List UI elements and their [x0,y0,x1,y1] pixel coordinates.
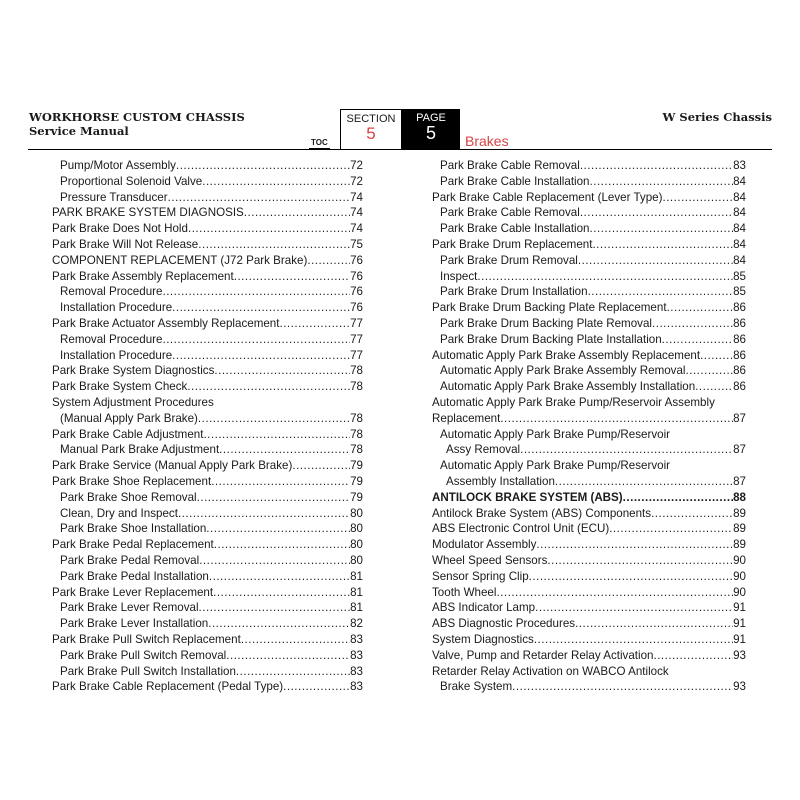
toc-entry[interactable] [432,679,746,695]
toc-entry-title: Sensor Spring Clip [432,569,529,583]
toc-entry-page: 86 [733,380,746,394]
toc-entry[interactable] [432,442,746,458]
toc-entry[interactable] [432,427,746,443]
toc-entry-title: Automatic Apply Park Brake Pump/Reservoir [440,427,671,441]
toc-entry[interactable] [52,363,363,379]
toc-dot-leader [234,269,350,285]
toc-entry[interactable] [52,158,363,174]
toc-entry[interactable] [432,553,746,569]
toc-entry-title: Automatic Apply Park Brake Pump/Reservoir Assembly [432,395,715,409]
toc-entry-page: 90 [733,569,746,583]
toc-entry-title: System Diagnostics [432,632,534,646]
toc-entry-page: 85 [733,285,746,299]
toc-entry[interactable] [432,616,746,632]
toc-entry-title: Park Brake Will Not Release [52,237,199,251]
toc-entry[interactable] [432,648,746,664]
toc-dot-leader [534,632,733,648]
toc-entry-page: 80 [350,553,363,567]
toc-entry[interactable] [52,237,363,253]
toc-entry-title: Park Brake Does Not Hold [52,222,188,236]
toc-entry[interactable] [52,348,363,364]
toc-entry-page: 75 [350,237,363,251]
toc-dot-leader [580,158,733,174]
toc-entry-title: Park Brake Drum Removal [440,253,578,267]
toc-dot-leader [236,664,350,680]
toc-entry-title: Park Brake Lever Removal [60,601,199,615]
toc-entry-title: Proportional Solenoid Valve [60,174,203,188]
toc-entry-page: 91 [733,601,746,615]
toc-entry-title: ABS Indicator Lamp [432,601,536,615]
toc-entry-title: Antilock Brake System (ABS) Components [432,506,652,520]
toc-entry[interactable] [432,190,746,206]
section-title: Brakes [465,133,509,149]
section-indicator [340,109,402,150]
toc-entry-title: Park Brake Actuator Assembly Replacement [52,316,280,330]
toc-entry-title: Park Brake System Diagnostics [52,364,215,378]
toc-entry-page: 81 [350,585,363,599]
toc-entry-title: Replacement [432,411,501,425]
toc-dot-leader [197,490,350,506]
toc-entry[interactable] [52,269,363,285]
toc-entry-page: 78 [350,443,363,457]
toc-dot-leader [199,553,350,569]
toc-entry[interactable] [432,585,746,601]
toc-entry-title: ABS Electronic Control Unit (ECU) [432,522,610,536]
toc-entry-title: Park Brake Lever Installation [60,617,209,631]
toc-entry[interactable] [52,632,363,648]
toc-entry-title: Manual Park Brake Adjustment [60,443,220,457]
toc-dot-leader [500,411,733,427]
toc-dot-leader [578,253,733,269]
toc-dot-leader [529,569,733,585]
toc-entry-title: Park Brake Drum Replacement [432,237,593,251]
toc-entry-page: 86 [733,364,746,378]
toc-entry[interactable] [52,253,363,269]
toc-entry[interactable] [52,442,363,458]
toc-dot-leader [575,616,733,632]
toc-entry-page: 80 [350,538,363,552]
toc-entry-page: 79 [350,490,363,504]
toc-entry-title: Removal Procedure [60,285,163,299]
toc-entry-title: Park Brake Cable Replacement (Pedal Type) [52,680,284,694]
toc-entry-page: 78 [350,411,363,425]
toc-entry[interactable] [432,269,746,285]
toc-entry[interactable] [432,332,746,348]
section-number: 5 [366,124,376,143]
toc-entry-page: 84 [733,253,746,267]
toc-entry-title: COMPONENT REPLACEMENT (J72 Park Brake) [52,253,308,267]
toc-entry-title: Retarder Relay Activation on WABCO Antilock [432,664,669,678]
toc-entry[interactable] [432,395,746,411]
toc-entry-page: 83 [350,680,363,694]
toc-right-column [432,158,746,695]
toc-entry-title: Park Brake Shoe Installation [60,522,207,536]
toc-entry-title: Park Brake Service (Manual Apply Park Brake) [52,459,293,473]
toc-entry[interactable] [52,616,363,632]
toc-dot-leader [547,553,733,569]
toc-dot-leader [512,679,733,695]
toc-entry-title: Park Brake Lever Replacement [52,585,214,599]
toc-entry-title: Park Brake Pedal Replacement [52,538,214,552]
toc-dot-leader [202,174,350,190]
toc-entry-page: 84 [733,222,746,236]
toc-entry[interactable] [432,569,746,585]
toc-entry-title: Park Brake Cable Removal [440,159,580,172]
toc-entry-page: 74 [350,206,363,220]
toc-entry[interactable] [52,648,363,664]
toc-entry-title: Installation Procedure [60,301,173,315]
toc-entry-title: Park Brake System Check [52,380,188,394]
page-indicator [402,109,460,150]
toc-entry-title: Clean, Dry and Inspect [60,506,178,520]
toc-entry[interactable] [52,411,363,427]
toc-dot-leader [588,284,734,300]
toc-dot-leader [590,221,734,237]
toc-entry-page: 87 [733,474,746,488]
toc-entry-page: 80 [350,506,363,520]
toc-entry-page: 77 [350,332,363,346]
toc-dot-leader [496,585,733,601]
toc-entry[interactable] [52,174,363,190]
toc-dot-leader [695,379,733,395]
toc-entry-title: Park Brake Cable Installation [440,222,590,236]
toc-entry-title: Removal Procedure [60,332,163,346]
toc-entry-page: 84 [733,190,746,204]
toc-entry-page: 83 [350,648,363,662]
toc-entry-title: Automatic Apply Park Brake Assembly Replacement [432,348,701,362]
toc-entry-page: 85 [733,269,746,283]
toc-dot-leader [555,474,733,490]
toc-entry-page: 83 [350,632,363,646]
toc-entry-page: 81 [350,569,363,583]
toc-entry-page: 76 [350,301,363,315]
page-label: PAGE [416,112,446,124]
toc-dot-leader [700,348,733,364]
toc-entry[interactable] [52,427,363,443]
toc-entry-title: Park Brake Pull Switch Replacement [52,632,241,646]
toc-dot-leader [187,379,350,395]
toc-dot-leader [536,537,733,553]
toc-entry-page: 74 [350,190,363,204]
toc-entry[interactable] [52,506,363,522]
toc-entry[interactable] [432,458,746,474]
toc-entry-title: Pump/Motor Assembly [60,159,176,172]
toc-entry[interactable] [52,395,363,411]
toc-entry-title: Park Brake Cable Removal [440,206,580,220]
toc-entry[interactable] [52,221,363,237]
toc-dot-leader [198,411,350,427]
toc-entry-page: 80 [350,522,363,536]
series-name: W Series Chassis [662,110,772,124]
toc-dot-leader [520,442,733,458]
toc-dot-leader [214,363,350,379]
toc-entry[interactable] [432,363,746,379]
toc-entry-title: PARK BRAKE SYSTEM DIAGNOSIS [52,206,244,220]
toc-dot-leader [208,616,350,632]
toc-entry[interactable] [432,632,746,648]
toc-entry-page: 86 [733,316,746,330]
toc-entry-page: 91 [733,617,746,631]
toc-entry[interactable] [52,316,363,332]
company-name: WORKHORSE CUSTOM CHASSIS [29,110,245,124]
toc-entry-page: 86 [733,332,746,346]
toc-entry-page: 78 [350,364,363,378]
toc-entry-title: ABS Diagnostic Procedures [432,617,576,631]
toc-entry-page: 76 [350,253,363,267]
toc-entry[interactable] [52,553,363,569]
toc-entry-page: 87 [733,411,746,425]
toc-entry-page: 90 [733,553,746,567]
toc-dot-leader [652,316,733,332]
toc-entry-page: 79 [350,459,363,473]
toc-entry-page: 76 [350,285,363,299]
toc-entry[interactable] [52,300,363,316]
toc-entry-title: Park Brake Drum Backing Plate Replacement [432,301,667,315]
toc-entry-page: 77 [350,316,363,330]
toc-entry-title: Park Brake Pedal Removal [60,553,200,567]
toc-entry-title: Park Brake Drum Backing Plate Removal [440,316,652,330]
toc-dot-leader [279,316,350,332]
toc-dot-leader [206,521,350,537]
toc-dot-leader [211,474,350,490]
toc-entry-page: 78 [350,380,363,394]
toc-entry[interactable] [52,600,363,616]
toc-dot-leader [609,521,733,537]
document-header [29,110,245,138]
toc-dot-leader [214,537,350,553]
toc-dot-leader [592,237,733,253]
toc-entry-page: 89 [733,506,746,520]
section-label: SECTION [346,113,396,125]
toc-dot-leader [241,632,350,648]
toc-entry[interactable] [52,379,363,395]
toc-dot-leader [213,585,350,601]
toc-entry-title: Park Brake Cable Replacement (Lever Type) [432,190,663,204]
toc-entry-title: (Manual Apply Park Brake) [60,411,198,425]
toc-dot-leader [292,458,350,474]
toc-entry-page: 76 [350,269,363,283]
toc-dot-leader [203,427,350,443]
toc-entry[interactable] [52,332,363,348]
toc-entry-page: 81 [350,601,363,615]
toc-entry-title: Park Brake Cable Adjustment [52,427,204,441]
toc-entry[interactable] [52,664,363,680]
toc-entry-title: Park Brake Cable Installation [440,174,590,188]
toc-entry-page: 87 [733,443,746,457]
toc-dot-leader [662,190,733,206]
toc-entry-page: 89 [733,522,746,536]
toc-entry-page: 86 [733,348,746,362]
toc-entry[interactable] [52,679,363,695]
toc-entry[interactable] [432,221,746,237]
toc-entry-page: 88 [733,490,746,504]
toc-entry-title: ANTILOCK BRAKE SYSTEM (ABS) [432,490,623,504]
toc-entry-title: Park Brake Pull Switch Installation [60,664,236,678]
toc-dot-leader [226,648,350,664]
toc-entry[interactable] [52,490,363,506]
toc-dot-leader [477,269,733,285]
toc-entry-title: Park Brake Drum Backing Plate Installation [440,332,662,346]
toc-entry-title: Installation Procedure [60,348,173,362]
toc-entry-title: Park Brake Drum Installation [440,285,588,299]
toc-dot-leader [198,237,350,253]
toc-entry-title: Park Brake Assembly Replacement [52,269,234,283]
toc-entry-page: 83 [733,159,746,172]
toc-dot-leader [307,253,350,269]
toc-entry-page: 79 [350,474,363,488]
toc-dot-leader [172,348,350,364]
toc-entry[interactable] [52,569,363,585]
page-number: 5 [425,123,436,143]
toc-entry[interactable] [432,600,746,616]
toc-entry[interactable] [432,537,746,553]
toc-entry-title: Park Brake Shoe Removal [60,490,197,504]
toc-entry-page: 78 [350,427,363,441]
toc-entry[interactable] [52,190,363,206]
toc-dot-leader [686,363,734,379]
toc-entry-title: Automatic Apply Park Brake Pump/Reservoir [440,459,671,473]
toc-entry[interactable] [52,284,363,300]
toc-entry[interactable] [432,300,746,316]
toc-entry-title: Wheel Speed Sensors [432,553,548,567]
toc-dot-leader [219,442,350,458]
toc-dot-leader [590,174,734,190]
toc-dot-leader [176,158,350,174]
toc-entry[interactable] [432,237,746,253]
toc-entry[interactable] [52,474,363,490]
toc-entry-page: 93 [733,648,746,662]
toc-entry-page: 84 [733,237,746,251]
toc-entry[interactable] [432,158,746,174]
toc-dot-leader [667,300,734,316]
toc-entry-title: Inspect [440,269,478,283]
toc-entry-title: Park Brake Shoe Replacement [52,474,212,488]
toc-entry[interactable] [432,506,746,522]
toc-entry-title: Automatic Apply Park Brake Assembly Removal [440,364,686,378]
toc-dot-leader [162,332,350,348]
toc-entry-page: 90 [733,585,746,599]
toc-dot-leader [168,190,350,206]
toc-entry[interactable] [432,379,746,395]
toc-entry-title: Brake System [440,680,513,694]
toc-entry-page: 84 [733,174,746,188]
toc-entry-title: Pressure Transducer [60,190,168,204]
toc-dot-leader [162,284,350,300]
toc-entry-title: Park Brake Pull Switch Removal [60,648,227,662]
toc-entry-title: Modulator Assembly [432,538,537,552]
toc-link[interactable]: TOC [311,138,328,147]
toc-dot-leader [209,569,350,585]
toc-entry[interactable] [432,521,746,537]
toc-entry[interactable] [52,205,363,221]
toc-entry-page: 77 [350,348,363,362]
toc-entry-title: Park Brake Pedal Installation [60,569,209,583]
toc-entry-page: 83 [350,664,363,678]
toc-entry[interactable] [432,664,746,680]
toc-entry-page: 91 [733,632,746,646]
toc-dot-leader [623,490,733,506]
toc-entry-page: 82 [350,617,363,631]
toc-dot-leader [662,332,733,348]
toc-entry-title: Valve, Pump and Retarder Relay Activation [432,648,654,662]
toc-entry-page: 84 [733,206,746,220]
toc-entry[interactable] [432,474,746,490]
toc-left-column [52,158,363,695]
toc-entry-page: 93 [733,680,746,694]
toc-dot-leader [580,205,733,221]
toc-entry[interactable] [52,521,363,537]
toc-dot-leader [651,506,733,522]
toc-entry-page: 74 [350,222,363,236]
toc-dot-leader [653,648,733,664]
toc-entry[interactable] [432,253,746,269]
toc-entry-page: 72 [350,174,363,188]
toc-entry[interactable] [432,205,746,221]
manual-name: Service Manual [29,124,129,138]
toc-entry-title: Assy Removal [446,443,521,457]
toc-entry[interactable] [52,458,363,474]
toc-entry[interactable] [432,348,746,364]
toc-dot-leader [172,300,350,316]
toc-entry-title: Tooth Wheel [432,585,497,599]
toc-dot-leader [283,679,350,695]
toc-dot-leader [188,221,350,237]
toc-entry[interactable] [432,284,746,300]
toc-entry-title: Assembly Installation [446,474,555,488]
toc-entry-page: 89 [733,538,746,552]
toc-dot-leader [535,600,733,616]
toc-entry-title: Automatic Apply Park Brake Assembly Installation [440,380,696,394]
toc-entry[interactable] [52,585,363,601]
toc-entry[interactable] [432,174,746,190]
toc-entry-title: System Adjustment Procedures [52,395,214,409]
toc-entry-page: 86 [733,301,746,315]
toc-entry[interactable] [52,537,363,553]
toc-entry[interactable] [432,411,746,427]
header-rule [28,149,772,150]
toc-dot-leader [178,506,350,522]
toc-entry[interactable] [432,490,746,506]
toc-entry-page: 72 [350,159,363,172]
toc-dot-leader [244,205,350,221]
toc-entry[interactable] [432,316,746,332]
toc-dot-leader [199,600,351,616]
